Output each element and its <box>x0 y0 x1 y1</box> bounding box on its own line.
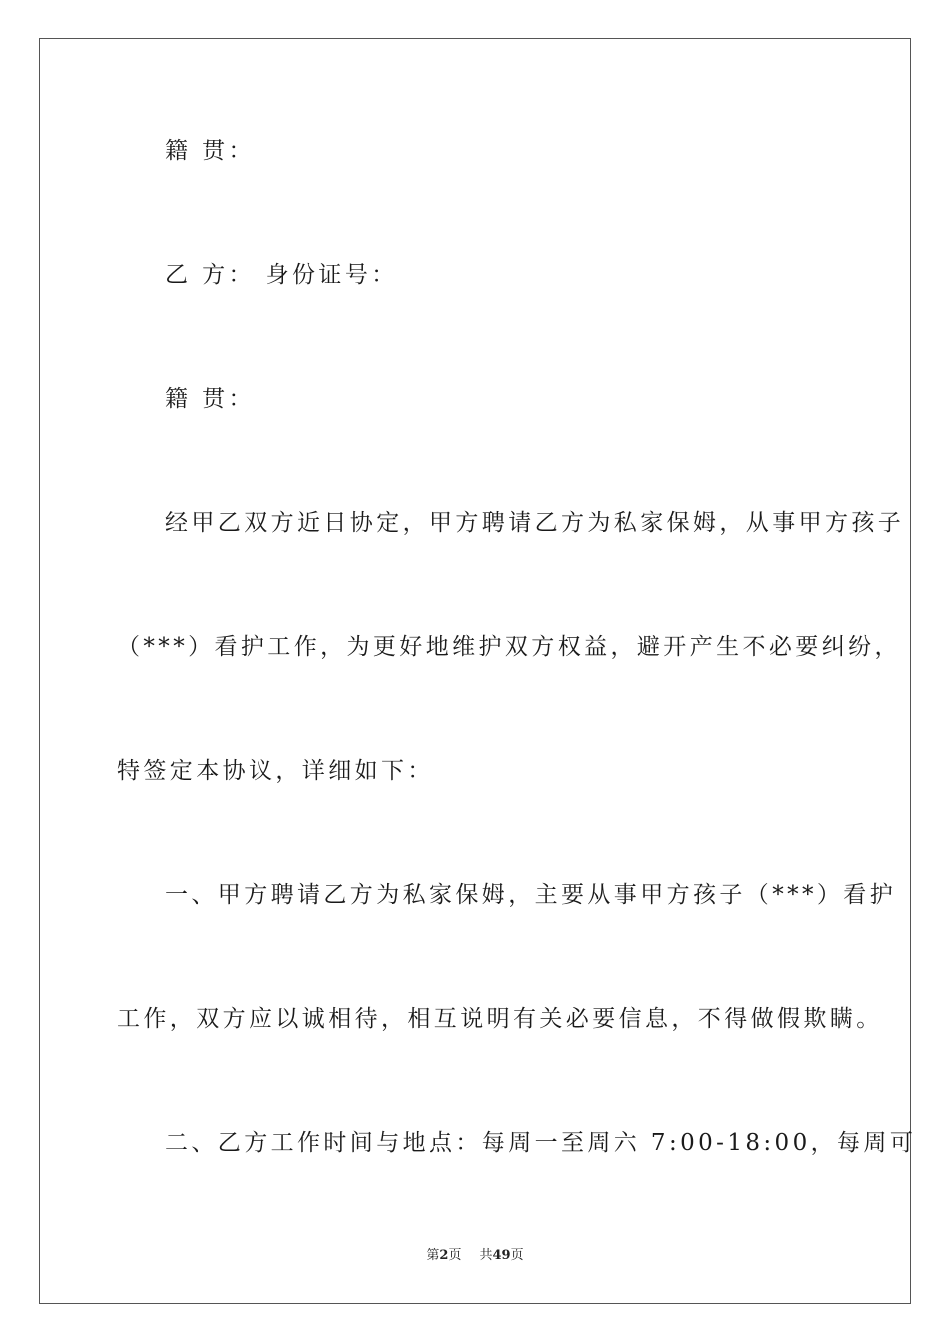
footer-current-page: 2 <box>439 1248 449 1263</box>
footer-total-suffix: 页 <box>510 1248 524 1263</box>
footer-total-prefix: 共 <box>479 1248 493 1263</box>
footer-total-pages: 49 <box>492 1248 511 1263</box>
text-line-8: 工作，双方应以诚相待，相互说明有关必要信息，不得做假欺瞒。 <box>117 1006 883 1032</box>
page-border <box>39 38 917 1304</box>
footer-page-prefix: 第 <box>426 1248 440 1263</box>
text-line-2: 乙 方： 身份证号： <box>165 262 398 288</box>
text-line-7: 一、甲方聘请乙方为私家保姆，主要从事甲方孩子（***）看护 <box>165 882 897 908</box>
text-line-9: 二、乙方工作时间与地点：每周一至周六 7:00-18:00，每周可 <box>165 1130 917 1156</box>
text-line-1: 籍 贯： <box>165 138 255 164</box>
footer-page-suffix: 页 <box>448 1248 462 1263</box>
text-line-3: 籍 贯： <box>165 386 255 412</box>
text-line-5: （***）看护工作，为更好地维护双方权益，避开产生不必要纠纷， <box>117 634 901 660</box>
text-line-4: 经甲乙双方近日协定，甲方聘请乙方为私家保姆，从事甲方孩子 <box>165 510 905 536</box>
page-footer <box>0 1247 950 1265</box>
text-line-6: 特签定本协议，详细如下： <box>117 758 434 784</box>
